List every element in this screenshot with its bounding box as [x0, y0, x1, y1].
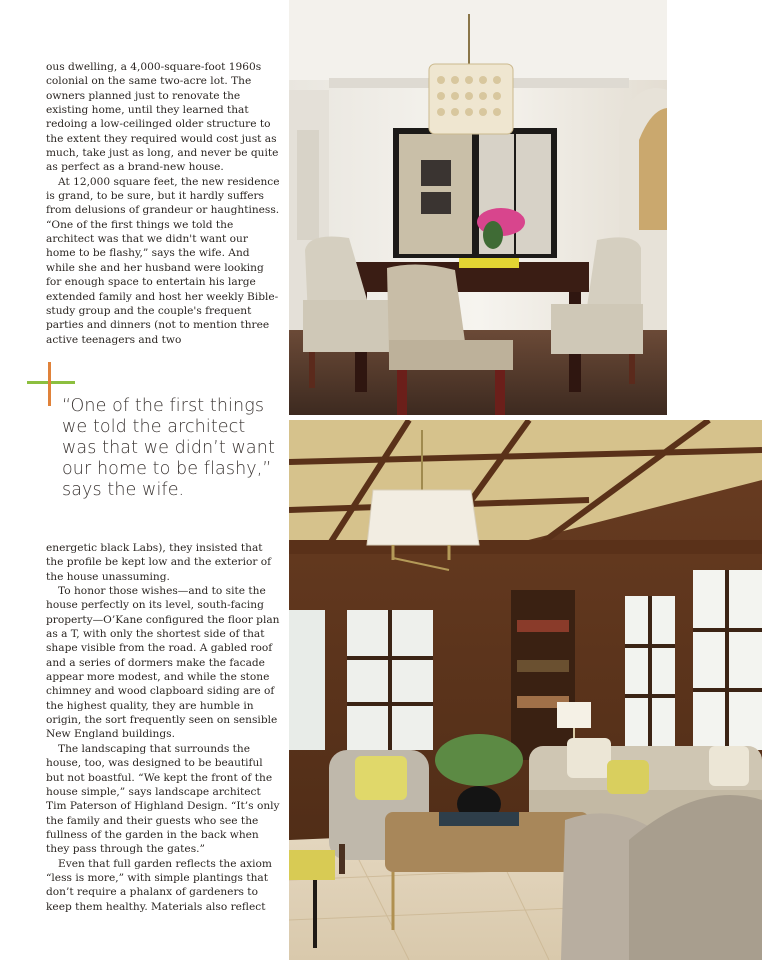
plus-ornament-vertical [48, 362, 51, 406]
plus-ornament-icon [27, 381, 75, 384]
article-paragraph: Even that full garden reflects the axiom “less is more,” with simple plantings that don’t require a phalanx of gardeners to keep them healthy. Materials also reflect [46, 857, 272, 913]
article-paragraph: To honor those wishes—and to site the house perfectly on its level, south-facing property—O’Kane configured the floor plan as a T, with only the shortest side of that shape visible from the road. A gabled roof and a series of dormers make the facade appear more modest, and while the stone chimney and wood clapboard siding are of the highest quality, they are humble in origin, the sort frequently seen on sensible New England buildings. [46, 585, 280, 741]
living-room-photo [289, 420, 762, 960]
article-paragraph: energetic black Labs), they insisted that the profile be kept low and the exterior of the house unassuming. [46, 542, 272, 583]
article-column-bottom [46, 541, 280, 914]
article-paragraph: ous dwelling, a 4,000-square-foot 1960s colonial on the same two-acre lot. The owners planned just to renovate the existing home, until they learned that redoing a low-ceilinged older structure to the extent they required would cost just as much, take just as long, and never be quite as perfect as a brand-new house. [46, 61, 279, 174]
pull-quote: “One of the first things we told the architect was that we didn’t want our home to be flashy,” says the wife. [62, 396, 275, 500]
article-paragraph: At 12,000 square feet, the new residence is grand, to be sure, but it hardly suffers from delusions of grandeur or haughtiness. “One of the first things we told the architect was that we didn't want our home to be flashy,” says the wife. And while she and her husband were looking for enough space to entertain his large extended family and host her weekly Bible-study group and the couple's frequent parties and dinners (not to mention three active teenagers and two [46, 175, 280, 346]
dining-room-photo [289, 0, 667, 415]
article-column-top [46, 60, 280, 347]
article-paragraph: The landscaping that surrounds the house, too, was designed to be beautiful but not boastful. “We kept the front of the house simple,” says landscape architect Tim Paterson of Highland Design. “It’s only the family and their guests who see the fullness of the garden in the back when they pass through the gates.” [46, 742, 280, 856]
